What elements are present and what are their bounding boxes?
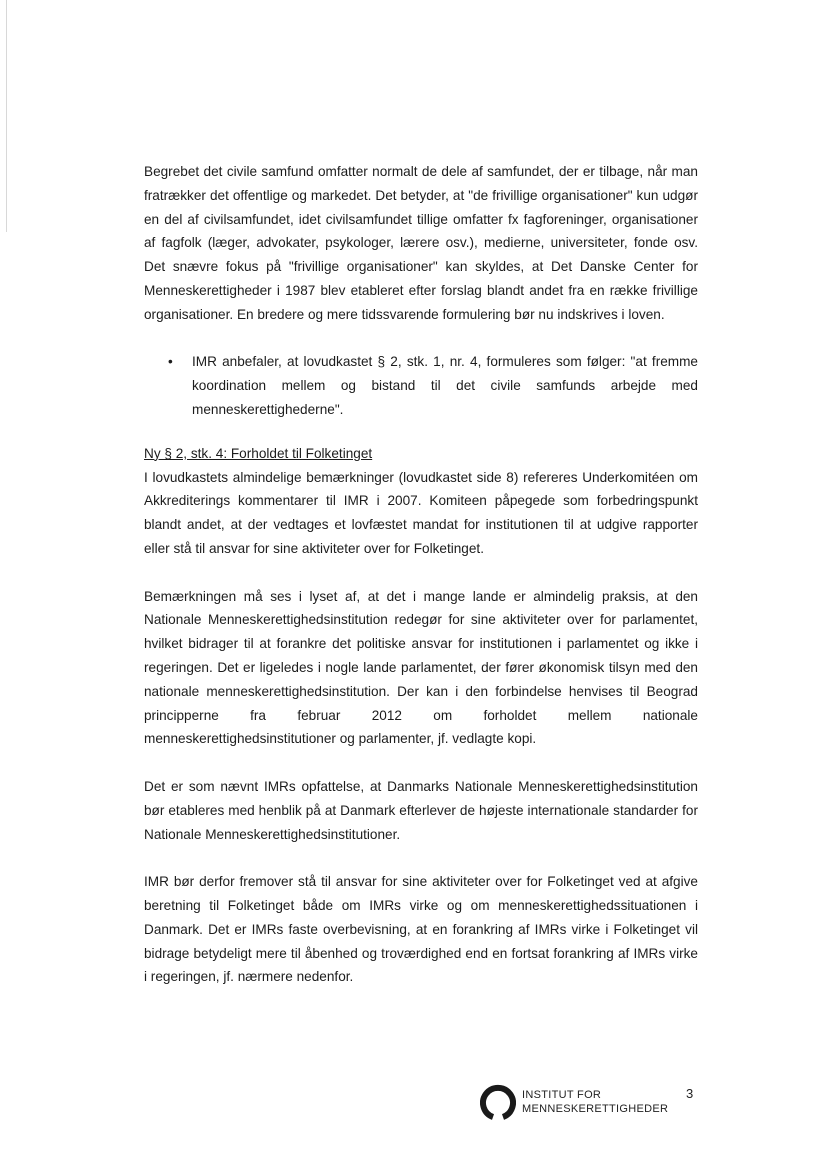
paragraph-parliament-practice: Bemærkningen må ses i lyset af, at det i mange lande er almindelig praksis, at den Nationale Menneskerettighedsinstitution redegør for sine aktiviteter over for parlamentet, hvilket bidrager til at forankre det politiske ansvar for institutionen i parlamentet og ikke i regeringen. Det er ligeledes i nogle lande parlamentet, der fører økonomisk tilsyn med den nationale menneskerettighedsinstitution. Der kan i den forbindelse henvises til Beograd principperne fra februar 2012 om forholdet mellem nationale menneskerettighedsinstitutioner og parlamenter, jf. vedlagte kopi. bbox=[144, 588, 698, 747]
recommendation-item bbox=[144, 350, 698, 421]
paragraph-committee-remarks: I lovudkastets almindelige bemærkninger (lovudkastet side 8) refereres Underkomitéen om Akkrediterings kommentarer til IMR i 2007. Komiteen påpegede som forbedringspunkt blandt andet, at der vedtages et lovfæstet mandat for institutionen til at udgive rapporter eller stå til ansvar for sine aktiviteter over for Folketinget. bbox=[144, 469, 698, 556]
document-body bbox=[144, 160, 698, 989]
paragraph-standards: Det er som nævnt IMRs opfattelse, at Danmarks Nationale Menneskerettighedsinstitution bør etableres med henblik på at Danmark efterlever de højeste internationale standarder for Nationale Menneskerettighedsinstitutioner. bbox=[144, 778, 698, 842]
footer-logo bbox=[480, 1084, 710, 1124]
logo-line-1: INSTITUT FOR bbox=[522, 1089, 602, 1101]
paragraph-civil-society: Begrebet det civile samfund omfatter normalt de dele af samfundet, der er tilbage, når man fratrækker det offentlige og markedet. Det betyder, at "de frivillige organisationer" kun udgør en del af civilsamfundet, idet civilsamfundet tillige omfatter fx fagforeninger, organisationer af fagfolk (læger, advokater, psykologer, lærere osv.), medierne, universiteter, fonde osv. Det snævre fokus på "frivillige organisationer" kan skyldes, at Det Danske Center for Menneskerettigheder i 1987 blev etableret efter forslag blandt andet fra en række frivillige organisationer. En bredere og mere tidssvarende formulering bør nu indskrives i loven. bbox=[144, 164, 698, 322]
ring-logo-icon bbox=[480, 1084, 516, 1120]
bullet-icon: • bbox=[168, 354, 173, 370]
section-heading: Ny § 2, stk. 4: Forholdet til Folketinget bbox=[144, 445, 373, 461]
page-number: 3 bbox=[686, 1086, 694, 1101]
logo-line-2: MENNESKERETTIGHEDER bbox=[522, 1103, 669, 1115]
paragraph-accountability: IMR bør derfor fremover stå til ansvar for sine aktiviteter over for Folketinget ved at afgive beretning til Folketinget både om IMRs virke og om menneskerettighedssituationen i Danmark. Det er IMRs faste overbevisning, at en forankring af IMRs virke i Folketinget vil bidrage betydeligt mere til åbenhed og troværdighed end en fortsat forankring af IMRs virke i regeringen, jf. nærmere nedenfor. bbox=[144, 874, 698, 985]
recommendation-text: IMR anbefaler, at lovudkastet § 2, stk. 1, nr. 4, formuleres som følger: "at fremme koordination mellem og bistand til det civile samfunds arbejde med menneskerettighederne". bbox=[192, 354, 698, 417]
scan-edge-line bbox=[6, 0, 7, 232]
recommendation-list bbox=[144, 350, 698, 421]
logo-text bbox=[522, 1088, 668, 1116]
